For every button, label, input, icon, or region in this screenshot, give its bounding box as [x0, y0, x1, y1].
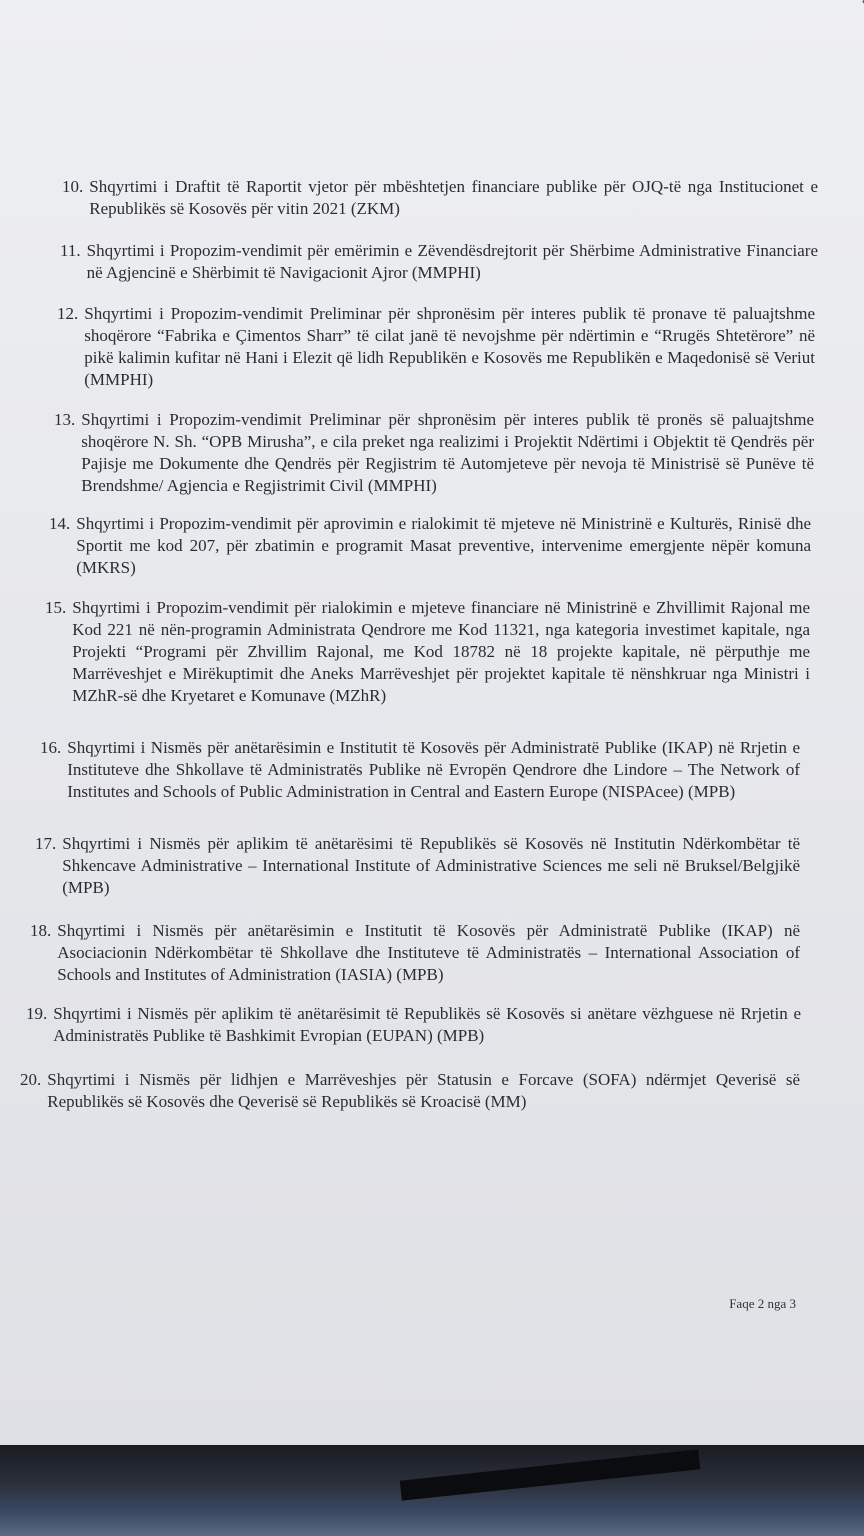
agenda-item-text: Shqyrtimi i Nismës për lidhjen e Marrëveshjes për Statusin e Forcave (SOFA) ndërmjet Qeverisë së Republikës së Kosovës dhe Qeverisë së Republikës së Kroacisë (MM) — [47, 1070, 800, 1111]
agenda-item-text: Shqyrtimi i Nismës për aplikim të anëtarësimit të Republikës së Kosovës si anëtare vëzhguese në Rrjetin e Administratës Publike të Bashkimit Evropian (EUPAN) (MPB) — [53, 1004, 801, 1045]
agenda-item-text: Shqyrtimi i Nismës për aplikim të anëtarësimi të Republikës së Kosovës në Institutin Ndërkombëtar të Shkencave Administrative – International Institute of Administrative Sciences me seli në Bruksel/Belgjikë (MPB) — [62, 834, 800, 897]
agenda-item-text: Shqyrtimi i Propozim-vendimit për emërimin e Zëvendësdrejtorit për Shërbime Administrative Financiare në Agjencinë e Shërbimit të Navigacionit Ajror (MMPHI) — [86, 241, 818, 282]
agenda-item — [54, 409, 814, 497]
agenda-item — [57, 303, 815, 391]
agenda-item-number: 12. — [57, 304, 79, 323]
agenda-item-text: Shqyrtimi i Nismës për anëtarësimin e Institutit të Kosovës për Administratë Publike (IKAP) në Asociacionin Ndërkombëtar të Shkollave dhe Instituteve të Administratës – International Association of Schools and Institutes of Administration (IASIA) (MPB) — [57, 921, 800, 984]
page-number: Faqe 2 nga 3 — [729, 1296, 796, 1311]
agenda-item-number: 10. — [62, 177, 84, 196]
agenda-item-text: Shqyrtimi i Propozim-vendimit për aprovimin e rialokimit të mjeteve në Ministrinë e Kulturës, Rinisë dhe Sportit me kod 207, për zbatimin e programit Masat preventive, intervenime emergjente nëpër komuna (MKRS) — [76, 514, 811, 577]
agenda-item — [26, 1003, 801, 1047]
agenda-item-number: 17. — [35, 834, 57, 853]
agenda-item-text: Shqyrtimi i Nismës për anëtarësimin e Institutit të Kosovës për Administratë Publike (IKAP) në Rrjetin e Instituteve dhe Shkollave të Administratës Publike në Evropën Qendrore dhe Lindore – The Network of Institutes and Schools of Public Administration in Central and Eastern Europe (NISPAcee) (MPB) — [67, 738, 800, 801]
agenda-item-number: 18. — [30, 921, 52, 940]
agenda-item — [45, 597, 810, 707]
agenda-item-number: 20. — [20, 1070, 42, 1089]
agenda-item-number: 11. — [60, 241, 81, 260]
agenda-item — [40, 737, 800, 803]
agenda-item-number: 16. — [40, 738, 62, 757]
agenda-item-text: Shqyrtimi i Propozim-vendimit Preliminar për shpronësim për interes publik të pronës së paluajtshme shoqërore N. Sh. “OPB Mirusha”, e cila preket nga realizimi i Projektit Ndërtimi i Objektit të Qendrës për Pajisje me Dokumente dhe Qendrës për Regjistrim të Automjeteve për nevoja të Ministrisë së Punëve të Brendshme/ Agjencia e Regjistrimit Civil (MMPHI) — [81, 410, 814, 495]
background-floor — [0, 1445, 864, 1536]
background-shadow — [400, 1449, 700, 1500]
agenda-item-number: 13. — [54, 410, 76, 429]
agenda-item-number: 19. — [26, 1004, 48, 1023]
agenda-item — [35, 833, 800, 899]
agenda-item — [62, 176, 818, 220]
agenda-item — [30, 920, 800, 986]
agenda-item — [60, 240, 818, 284]
agenda-item-number: 15. — [45, 598, 67, 617]
agenda-item-number: 14. — [49, 514, 71, 533]
agenda-item-text: Shqyrtimi i Draftit të Raportit vjetor për mbështetjen financiare publike për OJQ-të nga Institucionet e Republikës së Kosovës për vitin 2021 (ZKM) — [89, 177, 818, 218]
agenda-item — [20, 1069, 800, 1113]
agenda-item-text: Shqyrtimi i Propozim-vendimit për rialokimin e mjeteve financiare në Ministrinë e Zhvillimit Rajonal me Kod 221 në nën-programin Administrata Qendrore me Kod 11321, nga kategoria investimet kapitale, nga Projekti “Programi për Zhvillim Rajonal, me Kod 18782 në 18 projekte kapitale, në përputhje me Marrëveshjet e Mirëkuptimit dhe Aneks Marrëveshjet për projektet kapitale të nënshkruar nga Ministri i MZhR-së dhe Kryetaret e Komunave (MZhR) — [72, 598, 810, 705]
agenda-item — [49, 513, 811, 579]
agenda-item-text: Shqyrtimi i Propozim-vendimit Preliminar për shpronësim për interes publik të pronave të paluajtshme shoqërore “Fabrika e Çimentos Sharr” të cilat janë të nevojshme për ndërtimin e “Rrugës Shtetërore” në pikë kalimin kufitar në Hani i Elezit që lidh Republikën e Kosovës me Republikën e Maqedonisë së Veriut (MMPHI) — [84, 304, 815, 389]
